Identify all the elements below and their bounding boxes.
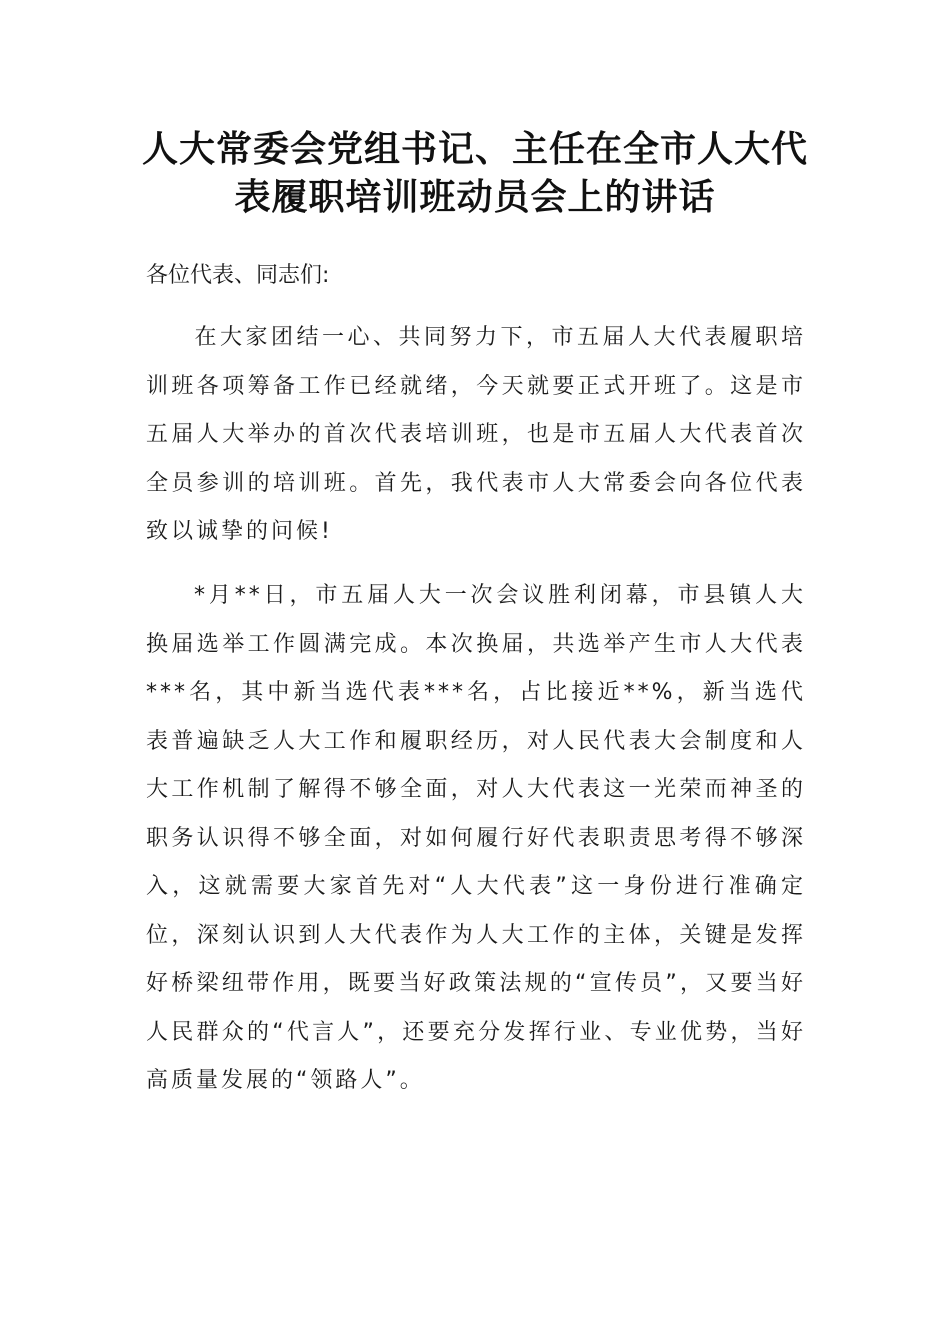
document-title-line-1: 人大常委会党组书记、主任在全市人大代 [141, 128, 808, 170]
body-paragraph-2 [146, 572, 806, 1106]
body-paragraph-1-text: 在大家团结一心、共同努力下，市五届人大代表履职培训班各项筹备工作已经就绪，今天就要正式开班了。这是市五届人大举办的首次代表培训班，也是市五届人大代表首次全员参训的培训班。首先，我代表市人大常委会向各位代表致以诚挚的问候! [146, 325, 806, 544]
body-paragraph-2-text: *月**日，市五届人大一次会议胜利闭幕，市县镇人大换届选举工作圆满完成。本次换届，共选举产生市人大代表***名，其中新当选代表***名，占比接近**%，新当选代表普遍缺乏人大工作和履职经历，对人民代表大会制度和人大工作机制了解得不够全面，对人大代表这一光荣而神圣的职务认识得不够全面，对如何履行好代表职责思考得不够深入，这就需要大家首先对“人大代表”这一身份进行准确定位，深刻认识到人大代表作为人大工作的主体，关键是发挥好桥梁纽带作用，既要当好政策法规的“宣传员”，又要当好人民群众的“代言人”，还要充分发挥行业、专业优势，当好高质量发展的“领路人”。 [146, 583, 806, 1093]
document-title-line-2: 表履职培训班动员会上的讲话 [234, 176, 716, 218]
body-paragraph-1 [146, 314, 806, 557]
salutation: 各位代表、同志们: [146, 263, 330, 288]
